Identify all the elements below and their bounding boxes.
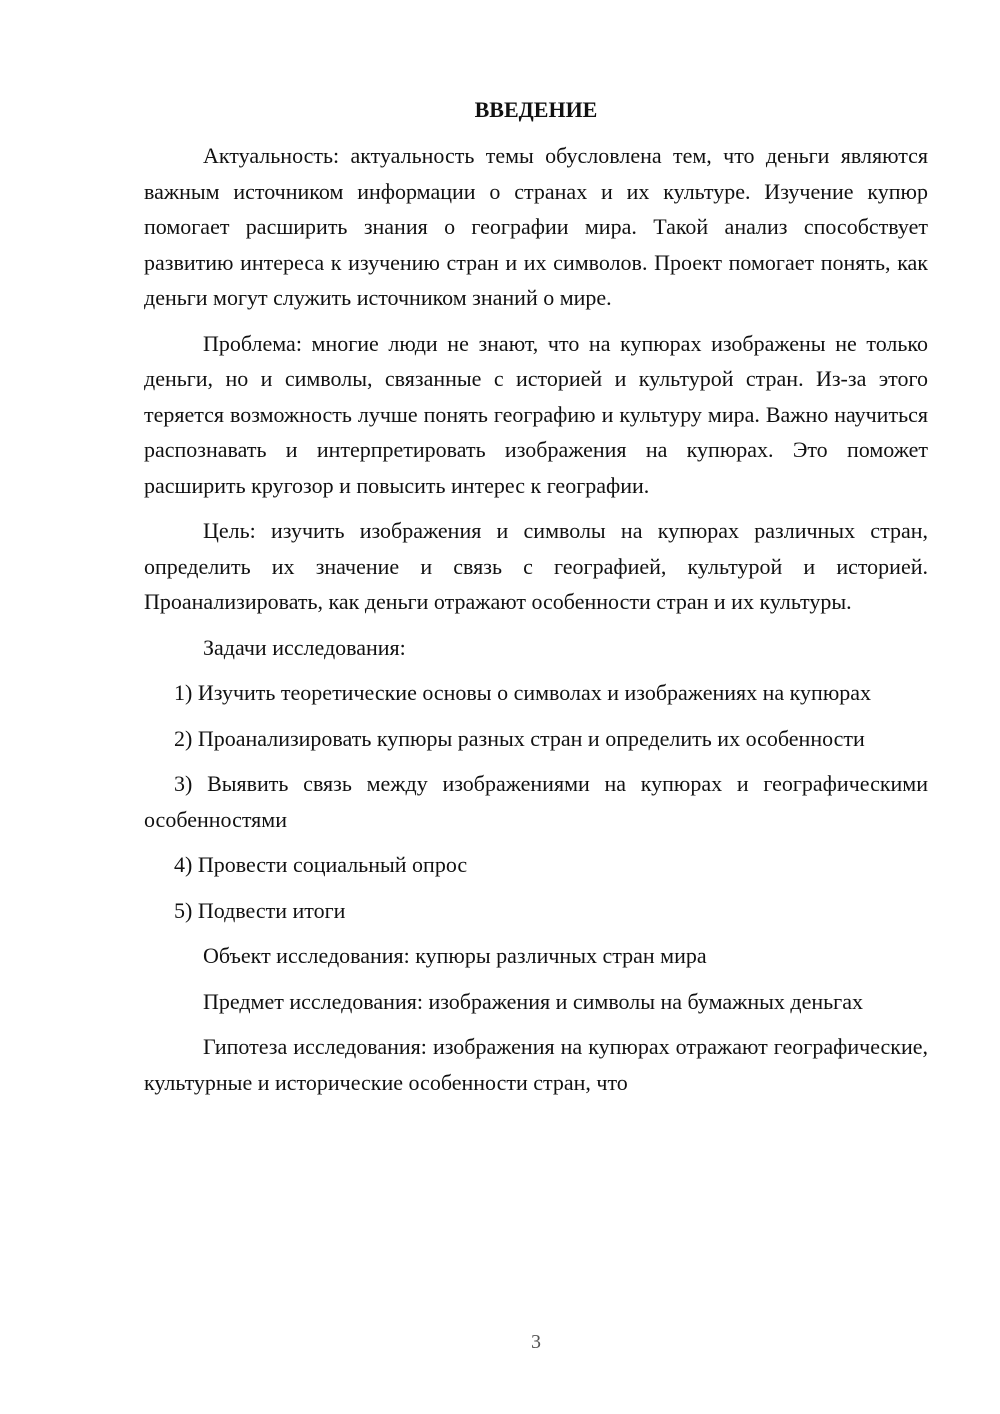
relevance-paragraph: Актуальность: актуальность темы обусловлена тем, что деньги являются важным источником информации о странах и их культуре. Изучение купюр помогает расширить знания о географии мира. Такой анализ способствует развитию интереса к изучению стран и их символов. Проект помогает понять, как деньги могут служить источником знаний о мире.: [144, 143, 928, 310]
subject-paragraph: Предмет исследования: изображения и символы на бумажных деньгах: [203, 988, 863, 1014]
object-paragraph: Объект исследования: купюры различных стран мира: [203, 943, 707, 968]
page-content: [144, 92, 928, 1110]
section-heading: ВВЕДЕНИЕ: [474, 97, 598, 122]
task-item-1: 1) Изучить теоретические основы о символах и изображениях на купюрах: [174, 680, 872, 705]
task-item-4: 4) Провести социальный опрос: [174, 852, 468, 877]
task-item-2: 2) Проанализировать купюры разных стран и определить их особенности: [174, 725, 865, 751]
task-item-5: 5) Подвести итоги: [174, 897, 346, 923]
page-number: 3: [531, 1331, 541, 1353]
goal-paragraph: Цель: изучить изображения и символы на купюрах различных стран, определить их значение и связь с географией, культурой и историей. Проанализировать, как деньги отражают особенности стран и их культуры.: [144, 518, 928, 614]
problem-paragraph: Проблема: многие люди не знают, что на купюрах изображены не только деньги, но и символы, связанные с историей и культурой стран. Из-за этого теряется возможность лучше понять географию и культуру мира. Важно научиться распознавать и интерпретировать изображения на купюрах. Это поможет расширить кругозор и повысить интерес к географии.: [144, 330, 928, 498]
task-item-3: 3) Выявить связь между изображениями на купюрах и географическими особенностями: [144, 771, 928, 832]
tasks-title: Задачи исследования:: [203, 634, 406, 660]
hypothesis-paragraph: Гипотеза исследования: изображения на купюрах отражают географические, культурные и исторические особенности стран, что: [144, 1034, 928, 1095]
